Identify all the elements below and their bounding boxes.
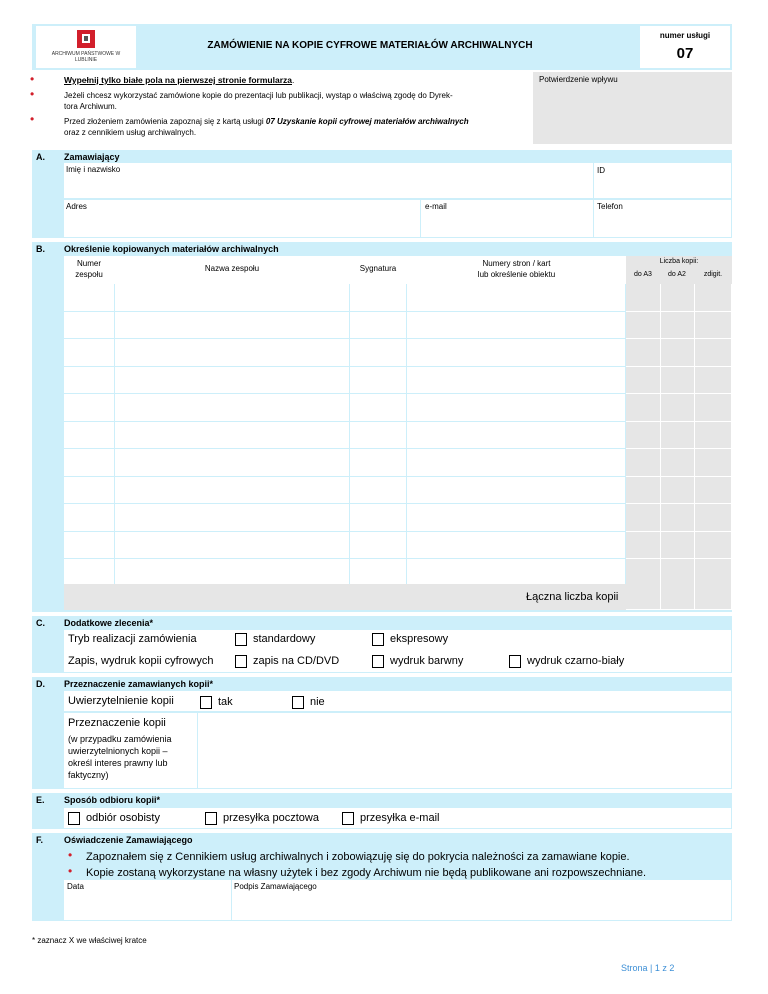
statement-1: Zapoznałem się z Cennikiem usług archiwalnych i zobowiązuję się do pokrycia należności za zamawiane kopie. (86, 851, 630, 863)
statement-2: Kopie zostaną wykorzystane na własny użytek i bez zgody Archiwum nie będą publikowane ani rozpowszechniane. (86, 867, 647, 879)
purpose-field[interactable] (198, 713, 731, 788)
table-cell[interactable] (407, 284, 626, 312)
copies-cell (661, 477, 695, 505)
cert-label: Uwierzytelnienie kopii (68, 695, 174, 707)
signature-field[interactable]: Podpis Zamawiającego (232, 880, 731, 920)
copies-cell (695, 367, 732, 395)
service-number-label: numer usługi (659, 31, 711, 40)
instruction-2-line1: Jeżeli chcesz wykorzystać zamówione kopie do prezentacji lub publikacji, wystąp o właściwą zgodę do Dyrek- (64, 91, 453, 100)
table-cell[interactable] (350, 422, 407, 450)
table-cell[interactable] (64, 559, 115, 587)
copies-cell (695, 477, 732, 505)
table-cell[interactable] (64, 532, 115, 560)
copies-cell (626, 394, 661, 422)
bullet-icon: • (30, 112, 35, 126)
instruction-2-line2: tora Archiwum. (64, 102, 117, 111)
copies-cell (661, 339, 695, 367)
copies-cell (661, 394, 695, 422)
table-cell[interactable] (350, 559, 407, 587)
section-c-title: Dodatkowe zlecenia* (64, 618, 154, 628)
bw-print-checkbox[interactable] (509, 655, 521, 668)
total-row (64, 584, 626, 610)
table-cell[interactable] (407, 504, 626, 532)
table-cell[interactable] (115, 367, 350, 395)
cert-no-checkbox[interactable] (292, 696, 304, 709)
bullet-icon: • (68, 848, 73, 862)
bullet-icon: • (30, 72, 35, 86)
copies-cell (661, 367, 695, 395)
table-cell[interactable] (350, 312, 407, 340)
table-cell[interactable] (350, 367, 407, 395)
copies-cell (626, 449, 661, 477)
table-cell[interactable] (407, 477, 626, 505)
table-cell[interactable] (407, 312, 626, 340)
logo-text: ARCHIWUM PAŃSTWOWE W LUBLINIE (51, 51, 121, 63)
table-cell[interactable] (64, 477, 115, 505)
col-name-header: Nazwa zespołu (204, 264, 260, 273)
copies-cell (695, 449, 732, 477)
copies-cell (695, 559, 732, 587)
table-cell[interactable] (350, 449, 407, 477)
table-cell[interactable] (407, 394, 626, 422)
express-checkbox[interactable] (372, 633, 384, 646)
table-cell[interactable] (115, 449, 350, 477)
copies-cell (626, 312, 661, 340)
instruction-1: Wypełnij tylko białe pola na pierwszej stronie formularza (64, 75, 292, 85)
copies-cell (695, 504, 732, 532)
copies-cell (626, 532, 661, 560)
id-field[interactable]: ID (594, 163, 731, 198)
copies-cell (661, 532, 695, 560)
section-d-title: Przeznaczenie zamawianych kopii* (64, 679, 214, 689)
table-cell[interactable] (115, 394, 350, 422)
copies-cell (695, 339, 732, 367)
table-cell[interactable] (115, 339, 350, 367)
table-cell[interactable] (115, 532, 350, 560)
copies-cell (695, 422, 732, 450)
email-checkbox[interactable] (342, 812, 354, 825)
email-field[interactable]: e-mail (421, 200, 593, 237)
table-cell[interactable] (350, 504, 407, 532)
copies-cell (661, 559, 695, 587)
instruction-3-line2: oraz z cennikiem usług archiwalnych. (64, 128, 197, 137)
cert-yes-checkbox[interactable] (200, 696, 212, 709)
instruction-3: Przed złożeniem zamówienia zapoznaj się z kartą usługi (64, 117, 266, 126)
form-title: ZAMÓWIENIE NA KOPIE CYFROWE MATERIAŁÓW ARCHIWALNYCH (207, 40, 533, 51)
instructions: • Wypełnij tylko białe pola na pierwszej stronie formularza. • Jeżeli chcesz wykorzystać zamówione kopie do prezentacji lub publikacji, wystąp o właściwą zgodę do Dyrek- tora Archiwum. • Przed złożeniem zamówienia zapoznaj się z kartą usługi 07 Uzyskanie kopii cyfrowej materiałów archiwalnych oraz z cennikiem usług archiwalnych. (30, 72, 469, 137)
bullet-icon: • (30, 87, 35, 101)
post-checkbox[interactable] (205, 812, 217, 825)
logo-box (36, 26, 136, 68)
receipt-box (533, 72, 732, 144)
table-cell[interactable] (407, 367, 626, 395)
copies-cell (661, 312, 695, 340)
copies-cell (626, 339, 661, 367)
date-field[interactable]: Data (64, 880, 231, 920)
phone-field[interactable]: Telefon (594, 200, 731, 237)
copies-cell (661, 504, 695, 532)
table-cell[interactable] (64, 339, 115, 367)
table-cell[interactable] (64, 284, 115, 312)
table-cell[interactable] (350, 477, 407, 505)
copies-cell (626, 367, 661, 395)
color-print-checkbox[interactable] (372, 655, 384, 668)
table-cell[interactable] (407, 559, 626, 587)
table-cell[interactable] (350, 284, 407, 312)
copies-cell (626, 422, 661, 450)
table-cell[interactable] (407, 422, 626, 450)
archive-logo-icon (76, 29, 96, 49)
standard-checkbox[interactable] (235, 633, 247, 646)
service-number-box (640, 26, 730, 68)
cd-checkbox[interactable] (235, 655, 247, 668)
output-label: Zapis, wydruk kopii cyfrowych (68, 655, 214, 667)
receipt-label: Potwierdzenie wpływu (539, 75, 618, 84)
personal-pickup-checkbox[interactable] (68, 812, 80, 825)
copies-cell (626, 477, 661, 505)
table-cell[interactable] (115, 422, 350, 450)
section-e-title: Sposób odbioru kopii* (64, 795, 160, 805)
copies-header: Liczba kopii: do A3 do A2 zdigit. (626, 256, 732, 284)
footnote: * zaznacz X we właściwej kratce (32, 936, 147, 945)
table-cell[interactable] (115, 284, 350, 312)
table-cell[interactable] (407, 449, 626, 477)
service-number: 07 (676, 45, 694, 62)
page-number: Strona | 1 z 2 (621, 963, 675, 973)
table-cell[interactable] (64, 367, 115, 395)
col-signature-header: Sygnatura (359, 264, 397, 273)
table-cell[interactable] (407, 532, 626, 560)
section-a-title: Zamawiający (64, 152, 120, 162)
mode-label: Tryb realizacji zamówienia (68, 633, 197, 645)
copies-cell (695, 532, 732, 560)
copies-cell (661, 422, 695, 450)
bullet-icon: • (68, 864, 73, 878)
table-cell[interactable] (115, 312, 350, 340)
table-cell[interactable] (350, 394, 407, 422)
table-cell[interactable] (64, 422, 115, 450)
table-cell[interactable] (407, 339, 626, 367)
copies-cell (661, 284, 695, 312)
copies-total-cell (626, 584, 661, 610)
table-cell[interactable] (64, 449, 115, 477)
copies-cell (626, 559, 661, 587)
copies-cell (695, 394, 732, 422)
table-cell[interactable] (64, 394, 115, 422)
copies-cell (661, 449, 695, 477)
copies-total-cell (695, 584, 732, 610)
copies-cell (695, 284, 732, 312)
copies-cell (626, 504, 661, 532)
section-f-title: Oświadczenie Zamawiającego (64, 835, 193, 845)
table-cell[interactable] (350, 339, 407, 367)
table-cell[interactable] (350, 532, 407, 560)
table-cell[interactable] (115, 504, 350, 532)
purpose-label-cell: Przeznaczenie kopii (w przypadku zamówienia uwierzytelnionych kopii – określ interes prawny lub faktyczny) (64, 713, 197, 788)
name-field[interactable]: Imię i nazwisko (64, 163, 593, 198)
copies-cell (695, 312, 732, 340)
table-cell[interactable] (115, 559, 350, 587)
total-label: Łączna liczba kopii (526, 591, 619, 603)
copies-cell (626, 284, 661, 312)
section-b-title: Określenie kopiowanych materiałów archiwalnych (64, 244, 279, 254)
copies-total-cell (661, 584, 695, 610)
table-cell[interactable] (64, 312, 115, 340)
table-cell[interactable] (115, 477, 350, 505)
table-cell[interactable] (64, 504, 115, 532)
address-field[interactable]: Adres (64, 200, 420, 237)
